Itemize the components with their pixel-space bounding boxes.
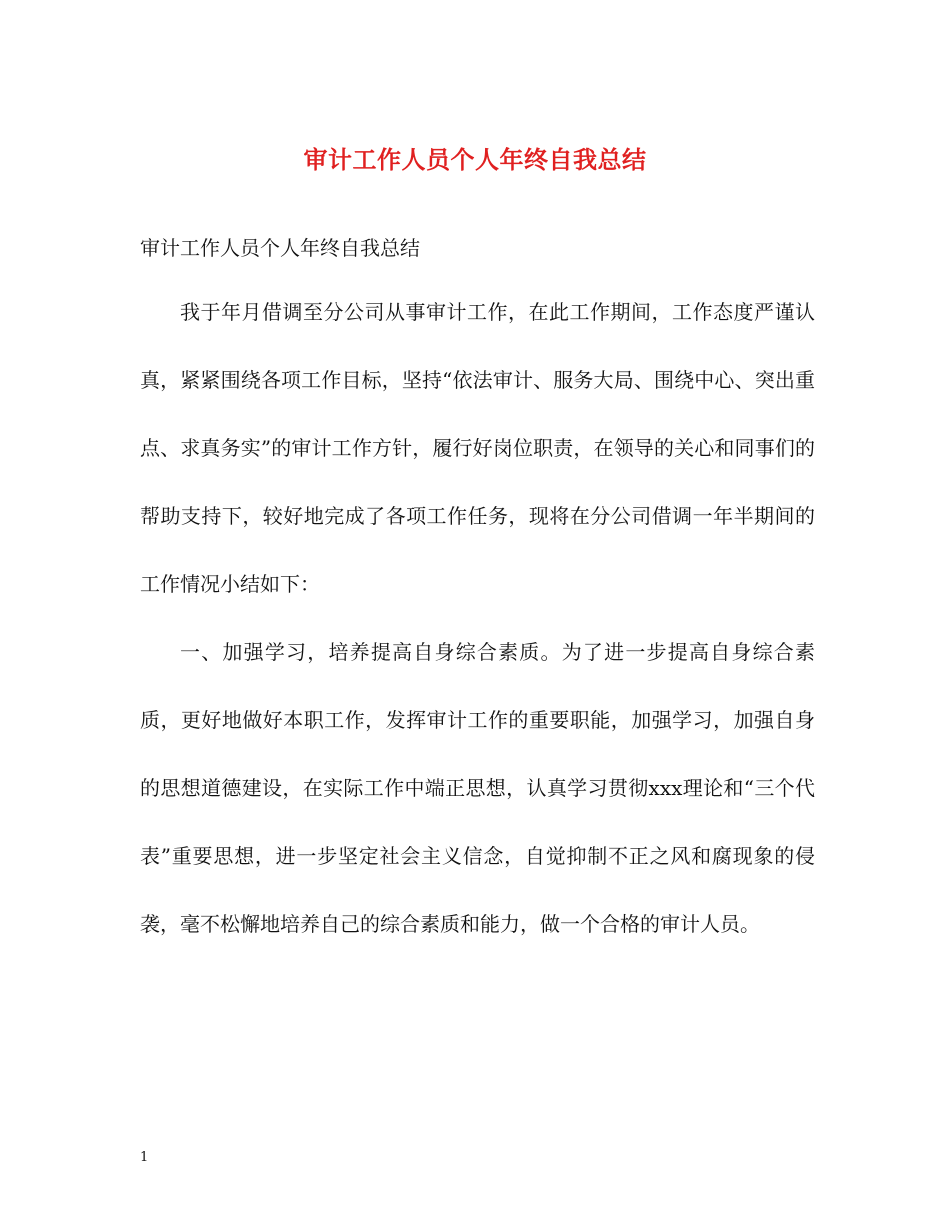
- page-number: 1: [140, 1150, 149, 1165]
- paragraph-intro: 我于年月借调至分公司从事审计工作，在此工作期间，工作态度严谨认真，紧紧围绕各项工作目标，坚持“依法审计、服务大局、围绕中心、突出重点、求真务实”的审计工作方针，履行好岗位职责，在领导的关心和同事们的帮助支持下，较好地完成了各项工作任务，现将在分公司借调一年半期间的工作情况小结如下：: [140, 300, 815, 596]
- document-body: [140, 278, 815, 958]
- document-subtitle: 审计工作人员个人年终自我总结: [140, 236, 420, 260]
- document-title: 审计工作人员个人年终自我总结: [303, 145, 647, 174]
- paragraph-section-1: 一、加强学习，培养提高自身综合素质。为了进一步提高自身综合素质，更好地做好本职工作，发挥审计工作的重要职能，加强学习，加强自身的思想道德建设，在实际工作中端正思想，认真学习贯彻xxx理论和“三个代表”重要思想，进一步坚定社会主义信念，自觉抑制不正之风和腐现象的侵袭，毫不松懈地培养自己的综合素质和能力，做一个合格的审计人员。: [140, 640, 815, 936]
